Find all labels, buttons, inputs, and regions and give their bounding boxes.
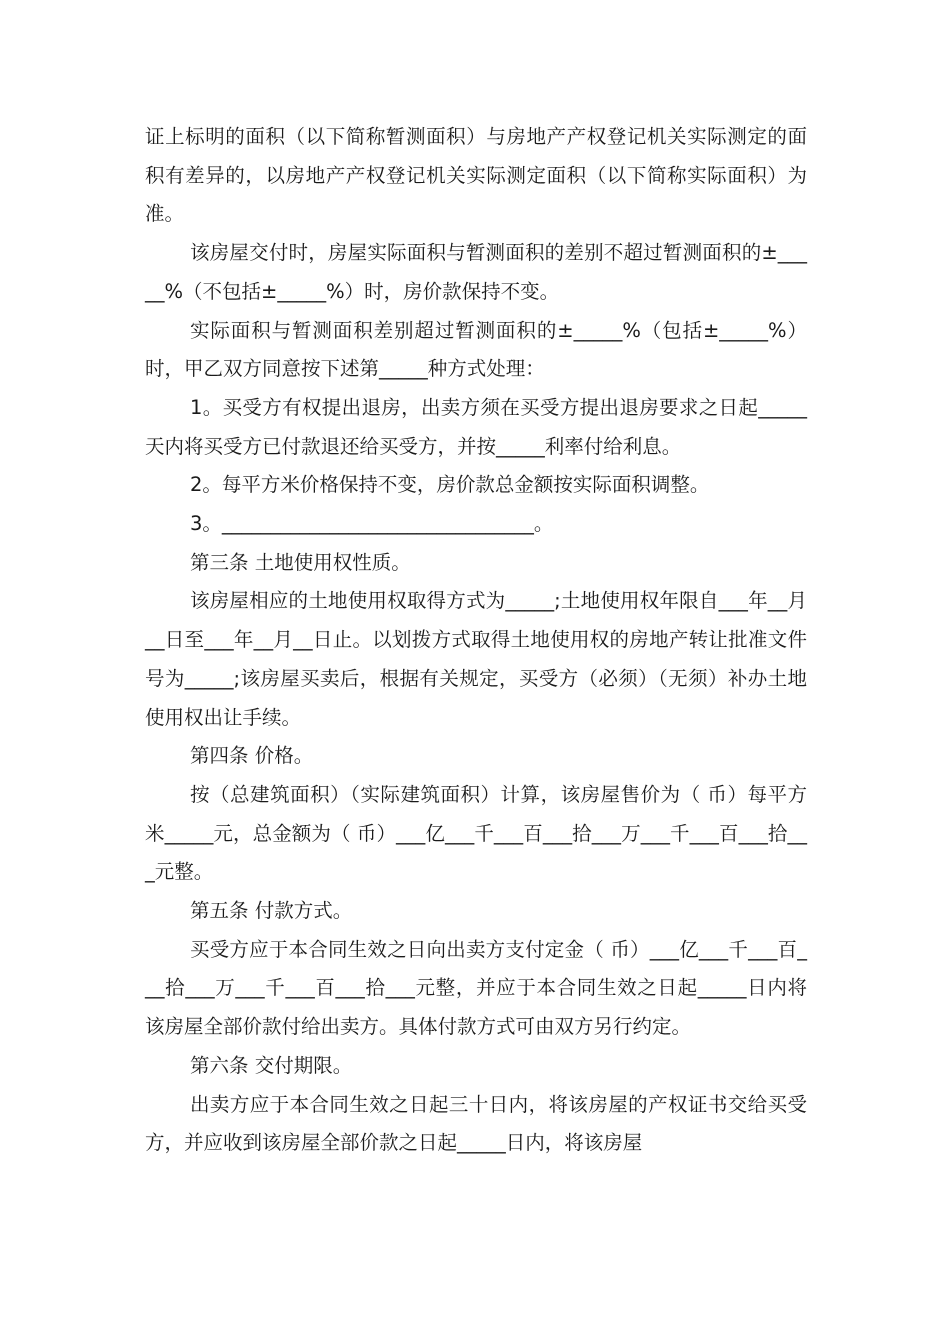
paragraph-price: 按（总建筑面积）（实际建筑面积）计算，该房屋售价为（ 币）每平方米_____元，总金额为（ 币）___亿___千___百___拾___万___千___百___拾___元整。 xyxy=(145,782,807,884)
section-heading-article-6: 第六条 交付期限。 xyxy=(190,1053,353,1077)
paragraph-area-tolerance: 该房屋交付时，房屋实际面积与暂测面积的差别不超过暂测面积的±_____%（不包括±_____%）时，房价款保持不变。 xyxy=(145,241,807,303)
list-item-option-2: 2。每平方米价格保持不变，房价款总金额按实际面积调整。 xyxy=(190,473,710,497)
section-heading-article-3: 第三条 土地使用权性质。 xyxy=(190,550,411,574)
paragraph-area-definition: 证上标明的面积（以下简称暂测面积）与房地产产权登记机关实际测定的面积有差异的，以房地产产权登记机关实际测定面积（以下简称实际面积）为准。 xyxy=(145,125,807,226)
paragraph-payment: 买受方应于本合同生效之日向出卖方支付定金（ 币）___亿___千___百___拾___万___千___百___拾___元整，并应于本合同生效之日起_____日内将该房屋全部价款付给出卖方。具体付款方式可由双方另行约定。 xyxy=(145,937,807,1039)
paragraph-land-use-rights: 该房屋相应的土地使用权取得方式为_____;土地使用权年限自___年__月__日至___年__月__日止。以划拨方式取得土地使用权的房地产转让批准文件号为_____;该房屋买卖后，根据有关规定，买受方（必须）（无须）补办土地使用权出让手续。 xyxy=(145,589,807,729)
section-heading-article-4: 第四条 价格。 xyxy=(190,744,314,768)
list-item-option-1: 1。买受方有权提出退房，出卖方须在买受方提出退房要求之日起_____天内将买受方已付款退还给买受方，并按_____利率付给利息。 xyxy=(145,395,807,458)
list-item-option-3: 3。________________________________。 xyxy=(190,512,554,536)
document-page xyxy=(145,118,807,1163)
section-heading-article-5: 第五条 付款方式。 xyxy=(190,899,353,923)
paragraph-delivery: 出卖方应于本合同生效之日起三十日内，将该房屋的产权证书交给买受方，并应收到该房屋全部价款之日起_____日内，将该房屋 xyxy=(145,1092,807,1155)
paragraph-area-exceed: 实际面积与暂测面积差别超过暂测面积的±_____%（包括±_____%）时，甲乙双方同意按下述第_____种方式处理： xyxy=(145,318,807,381)
